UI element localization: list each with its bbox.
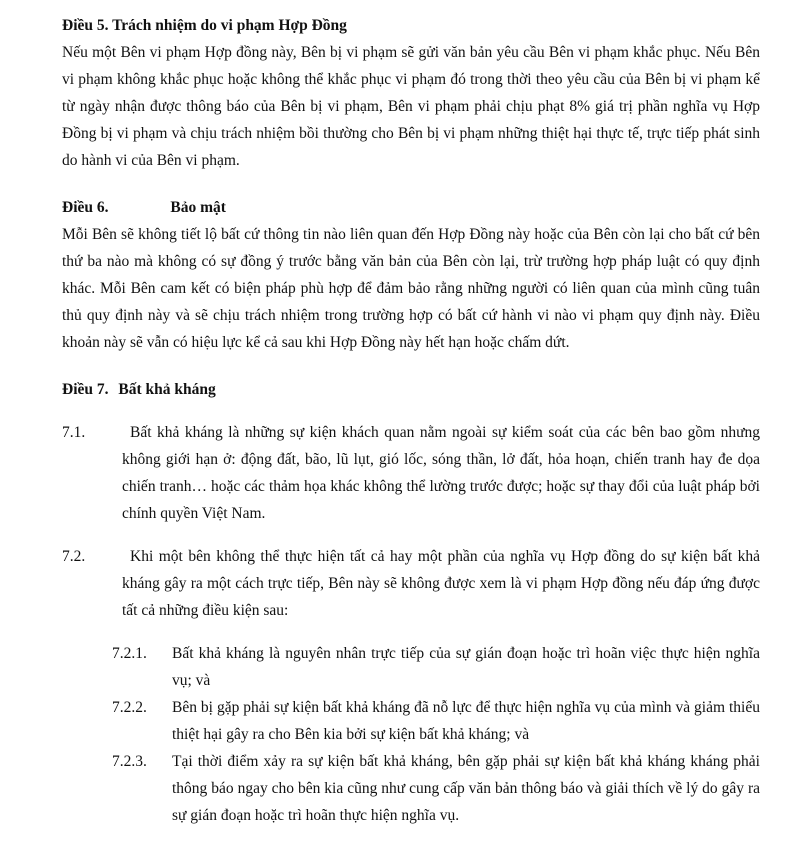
section-5: [62, 12, 760, 174]
section-7-title: Bất khả kháng: [118, 381, 216, 398]
subclause-7-2-3: [112, 748, 760, 829]
subclause-number: 7.2.3.: [112, 753, 147, 770]
section-5-title: Trách nhiệm do vi phạm Hợp Đồng: [112, 17, 347, 34]
section-5-body: Nếu một Bên vi phạm Hợp đồng này, Bên bị vi phạm sẽ gửi văn bản yêu cầu Bên vi phạm khắc phục. Nếu Bên vi phạm không khắc phục hoặc không thể khắc phục vi phạm đó trong thời theo yêu cầu của Bên bị vi phạm kể từ ngày nhận được thông báo của Bên bị vi phạm, Bên vi phạm phải chịu phạt 8% giá trị phần nghĩa vụ Hợp Đồng bị vi phạm và chịu trách nhiệm bồi thường cho Bên bị vi phạm những thiệt hại thực tế, trực tiếp phát sinh do hành vi của Bên vi phạm.: [62, 44, 760, 169]
section-5-heading: [62, 12, 760, 39]
section-6: [62, 194, 760, 356]
section-6-body: Mỗi Bên sẽ không tiết lộ bất cứ thông tin nào liên quan đến Hợp Đồng này hoặc của Bên còn lại cho bất cứ bên thứ ba nào mà không có sự đồng ý trước bằng văn bản của Bên còn lại, trừ trường hợp pháp luật có quy định khác. Mỗi Bên cam kết có biện pháp phù hợp để đảm bảo rằng những người có liên quan của mình cũng tuân thủ quy định này và sẽ chịu trách nhiệm trong trường hợp có bất cứ hành vi nào vi phạm quy định này. Điều khoản này sẽ vẫn có hiệu lực kể cả sau khi Hợp Đồng này hết hạn hoặc chấm dứt.: [62, 226, 760, 351]
clause-number: 7.1.: [62, 424, 86, 441]
subclause-text: Tại thời điểm xảy ra sự kiện bất khả kháng, bên gặp phải sự kiện bất khả kháng kháng phải thông báo ngay cho bên kia cũng như cung cấp văn bản thông báo và giải thích về lý do gây ra sự gián đoạn hoặc trì hoãn thực hiện nghĩa vụ.: [172, 753, 760, 824]
subclause-text: Bên bị gặp phải sự kiện bất khả kháng đã nỗ lực để thực hiện nghĩa vụ của mình và giảm thiểu thiệt hại gây ra cho Bên kia bởi sự kiện bất khả kháng; và: [172, 699, 760, 743]
section-6-heading: [62, 194, 760, 221]
subclause-text: Bất khả kháng là nguyên nhân trực tiếp của sự gián đoạn hoặc trì hoãn việc thực hiện nghĩa vụ; và: [172, 645, 760, 689]
clause-number: 7.2.: [62, 548, 86, 565]
clause-text: Bất khả kháng là những sự kiện khách quan nằm ngoài sự kiểm soát của các bên bao gồm nhưng không giới hạn ở: động đất, bão, lũ lụt, gió lốc, sóng thần, lở đất, hỏa hoạn, chiến tranh hay đe dọa chiến tranh… hoặc các thảm họa khác không thể lường trước được; hoặc sự thay đổi của luật pháp bởi chính quyền Việt Nam.: [122, 424, 760, 522]
clause-7-1: [62, 419, 760, 527]
section-7-number: Điều 7.: [62, 381, 109, 398]
section-5-number: Điều 5.: [62, 17, 109, 34]
section-7: [62, 376, 760, 829]
clause-text: Khi một bên không thể thực hiện tất cả hay một phần của nghĩa vụ Hợp đồng do sự kiện bất khả kháng gây ra một cách trực tiếp, Bên này sẽ không được xem là vi phạm Hợp đồng nếu đáp ứng được tất cả những điều kiện sau:: [122, 548, 760, 619]
subclause-number: 7.2.1.: [112, 645, 147, 662]
clause-7-2: [62, 543, 760, 624]
section-6-number: Điều 6.: [62, 199, 109, 216]
subclause-7-2-1: [112, 640, 760, 694]
subclause-7-2-2: [112, 694, 760, 748]
section-6-title: Bảo mật: [170, 199, 226, 216]
subclause-number: 7.2.2.: [112, 699, 147, 716]
section-7-heading: [62, 376, 760, 403]
subclause-list: [62, 640, 760, 829]
